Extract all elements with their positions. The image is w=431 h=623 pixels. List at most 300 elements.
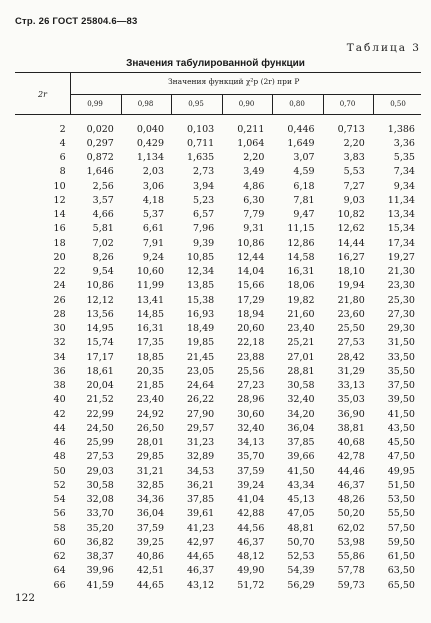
table-cell: 18,49 (187, 323, 215, 335)
table-cell: 32,40 (237, 422, 265, 434)
column-separator (171, 94, 172, 114)
table-row (15, 578, 421, 592)
table-cell: 5,81 (92, 223, 114, 235)
table-cell: 0,446 (287, 123, 315, 135)
table-cell: 0,297 (86, 137, 114, 149)
table-cell: 23,40 (287, 323, 315, 335)
table-cell: 2,73 (193, 166, 215, 178)
column-header: 0,98 (137, 100, 154, 108)
table-cell: 36,04 (287, 422, 315, 434)
table-label: Таблица 3 (346, 42, 421, 54)
column-header: 0,50 (390, 100, 406, 108)
table-cell: 46,37 (237, 536, 265, 548)
table-cell: 48,12 (237, 551, 265, 563)
table-cell: 35,03 (337, 394, 365, 406)
table-cell: 21,52 (86, 394, 114, 406)
table-cell: 63,50 (387, 565, 415, 577)
row-stub: 20 (53, 251, 66, 263)
table-cell: 41,50 (287, 465, 315, 477)
table-cell: 29,30 (387, 323, 415, 335)
column-header: 0,95 (188, 100, 204, 108)
table-cell: 7,02 (92, 237, 114, 249)
table-cell: 2,20 (343, 137, 365, 149)
table-cell: 47,50 (387, 451, 415, 463)
table-cell: 7,34 (393, 166, 415, 178)
table-cell: 12,34 (187, 266, 215, 278)
row-stub: 60 (53, 536, 66, 548)
table-cell: 20,60 (237, 323, 265, 335)
table-cell: 32,40 (287, 394, 315, 406)
table-cell: 9,54 (92, 266, 114, 278)
table-cell: 14,58 (287, 251, 315, 263)
table-cell: 59,73 (337, 579, 365, 591)
table-cell: 39,61 (187, 508, 215, 520)
table-cell: 12,12 (86, 294, 114, 306)
table-cell: 7,81 (293, 194, 315, 206)
table-body (15, 122, 421, 592)
row-stub: 12 (53, 194, 66, 206)
table-cell: 20,04 (86, 380, 114, 392)
table-row (15, 407, 421, 421)
table-cell: 21,30 (387, 266, 415, 278)
table-cell: 10,60 (136, 266, 165, 278)
table-cell: 5,37 (142, 209, 165, 221)
header-bottom-rule (15, 114, 421, 115)
table-cell: 10,82 (337, 209, 365, 221)
row-stub: 40 (53, 394, 66, 406)
row-stub: 44 (53, 422, 66, 434)
table-cell: 49,90 (237, 565, 265, 577)
row-stub: 54 (53, 494, 66, 506)
row-stub: 64 (53, 565, 66, 577)
row-stub: 18 (53, 237, 66, 249)
table-row (15, 393, 421, 407)
table-row (15, 208, 421, 222)
row-stub: 32 (53, 337, 66, 349)
table-cell: 26,22 (187, 394, 215, 406)
row-stub: 14 (53, 209, 66, 221)
table-row (15, 436, 421, 450)
table-cell: 12,86 (287, 237, 315, 249)
table-cell: 30,58 (287, 380, 315, 392)
table-cell: 39,66 (287, 451, 315, 463)
table-cell: 18,06 (287, 280, 315, 292)
table-cell: 1,635 (187, 152, 215, 164)
table-cell: 35,70 (237, 451, 265, 463)
table-cell: 28,01 (136, 437, 165, 449)
table-cell: 37,85 (287, 437, 315, 449)
table-cell: 46,37 (187, 565, 215, 577)
table-row (15, 265, 421, 279)
table-row (15, 279, 421, 293)
table-row (15, 136, 421, 150)
table-cell: 21,85 (136, 380, 165, 392)
table-cell: 27,30 (387, 308, 415, 320)
running-head: Стр. 26 ГОСТ 25804.6—83 (15, 16, 138, 27)
table-cell: 18,10 (337, 266, 365, 278)
table-cell: 5,23 (193, 194, 215, 206)
table-row (15, 507, 421, 521)
table-cell: 6,61 (142, 223, 165, 235)
table-cell: 0,040 (136, 123, 165, 135)
row-stub: 16 (53, 223, 66, 235)
table-cell: 51,50 (387, 479, 415, 491)
table-cell: 62,02 (337, 522, 365, 534)
table-cell: 18,61 (86, 365, 114, 377)
table-cell: 11,99 (136, 280, 165, 292)
table-cell: 14,85 (136, 308, 165, 320)
table-cell: 28,81 (287, 365, 315, 377)
table-cell: 44,65 (187, 551, 215, 563)
table-cell: 34,13 (237, 437, 265, 449)
table-cell: 16,31 (136, 323, 165, 335)
table-cell: 1,064 (237, 137, 265, 149)
column-separator (272, 94, 273, 114)
table-cell: 42,51 (136, 565, 165, 577)
table-cell: 1,649 (287, 137, 315, 149)
table-cell: 31,29 (337, 365, 365, 377)
table-cell: 2,20 (243, 152, 265, 164)
table-cell: 23,05 (187, 365, 215, 377)
table-cell: 5,53 (343, 166, 365, 178)
table-row (15, 250, 421, 264)
table-row (15, 307, 421, 321)
row-stub: 50 (53, 465, 66, 477)
table-cell: 36,04 (136, 508, 165, 520)
table-row (15, 464, 421, 478)
table-cell: 21,80 (337, 294, 365, 306)
table-cell: 13,85 (187, 280, 215, 292)
table-row (15, 450, 421, 464)
table-cell: 0,429 (136, 137, 165, 149)
table-cell: 41,04 (237, 494, 265, 506)
table-cell: 29,03 (86, 465, 114, 477)
table-cell: 44,56 (237, 522, 265, 534)
table-cell: 19,82 (287, 294, 315, 306)
table-cell: 16,93 (187, 308, 215, 320)
table-row (15, 421, 421, 435)
table-cell: 1,386 (387, 123, 415, 135)
table-cell: 38,37 (86, 551, 114, 563)
table-cell: 40,86 (136, 551, 165, 563)
table-cell: 56,29 (287, 579, 315, 591)
table-cell: 19,85 (187, 337, 215, 349)
column-header: 0,99 (87, 100, 103, 108)
header-middle-rule (70, 94, 421, 95)
table-cell: 39,96 (86, 565, 114, 577)
table-cell: 33,50 (387, 351, 415, 363)
table-cell: 31,50 (387, 337, 415, 349)
table-cell: 26,50 (136, 422, 165, 434)
table-cell: 18,85 (136, 351, 165, 363)
table-cell: 6,18 (293, 180, 315, 192)
table-cell: 11,15 (287, 223, 315, 235)
row-stub: 48 (53, 451, 66, 463)
table-cell: 29,85 (136, 451, 165, 463)
column-header: 0,90 (238, 100, 255, 108)
table-cell: 57,78 (337, 565, 365, 577)
table-cell: 35,20 (86, 522, 114, 534)
table-cell: 39,25 (136, 536, 165, 548)
table-row (15, 165, 421, 179)
table-title: Значения табулированной функции (126, 58, 305, 69)
table-cell: 49,95 (387, 465, 415, 477)
table-row (15, 535, 421, 549)
table-cell: 55,86 (337, 551, 365, 563)
table-cell: 27,53 (86, 451, 114, 463)
table-cell: 24,92 (136, 408, 165, 420)
table-cell: 41,59 (86, 579, 114, 591)
table-cell: 19,27 (387, 251, 415, 263)
table-cell: 40,68 (337, 437, 365, 449)
table-cell: 44,65 (136, 579, 165, 591)
table-cell: 34,53 (187, 465, 215, 477)
table-cell: 34,20 (287, 408, 315, 420)
table-cell: 41,50 (387, 408, 415, 420)
table-row (15, 550, 421, 564)
table-cell: 48,81 (287, 522, 315, 534)
table-cell: 65,50 (387, 579, 415, 591)
table-cell: 27,90 (187, 408, 215, 420)
table-cell: 23,60 (337, 308, 365, 320)
column-separator (323, 94, 324, 114)
table-cell: 42,78 (337, 451, 365, 463)
table-cell: 32,85 (136, 479, 165, 491)
table-cell: 3,07 (293, 152, 315, 164)
table-cell: 55,50 (387, 508, 415, 520)
table-cell: 37,50 (387, 380, 415, 392)
table-cell: 16,27 (337, 251, 365, 263)
table-cell: 16,31 (287, 266, 315, 278)
table-cell: 15,38 (187, 294, 215, 306)
table-cell: 0,711 (187, 137, 215, 149)
row-stub: 46 (53, 437, 66, 449)
table-cell: 3,57 (92, 194, 114, 206)
table-cell: 17,34 (387, 237, 415, 249)
table-cell: 43,34 (287, 479, 315, 491)
row-stub: 38 (53, 380, 66, 392)
table-row (15, 336, 421, 350)
table-cell: 29,57 (187, 422, 215, 434)
table-cell: 39,50 (387, 394, 415, 406)
row-stub: 52 (53, 479, 66, 491)
row-stub: 24 (53, 280, 66, 292)
row-stub: 2 (59, 123, 66, 135)
table-cell: 61,50 (387, 551, 415, 563)
stub-label: 2r (38, 90, 47, 99)
table-cell: 20,35 (136, 365, 165, 377)
row-stub: 22 (53, 266, 66, 278)
table-row (15, 122, 421, 136)
table-cell: 15,74 (86, 337, 114, 349)
table-cell: 4,18 (142, 194, 165, 206)
table-cell: 7,27 (343, 180, 365, 192)
table-cell: 22,18 (237, 337, 265, 349)
table-cell: 9,03 (343, 194, 365, 206)
table-cell: 30,60 (237, 408, 265, 420)
table-cell: 28,42 (337, 351, 365, 363)
table-cell: 3,83 (343, 152, 365, 164)
table-cell: 3,49 (243, 166, 265, 178)
table-cell: 27,23 (237, 380, 265, 392)
table-cell: 1,134 (136, 152, 165, 164)
table-cell: 45,50 (387, 437, 415, 449)
row-stub: 66 (53, 579, 66, 591)
table-cell: 47,05 (287, 508, 315, 520)
table-cell: 54,39 (287, 565, 315, 577)
table-cell: 23,40 (136, 394, 165, 406)
row-stub: 42 (53, 408, 66, 420)
column-separator (373, 94, 374, 114)
table-cell: 13,56 (86, 308, 114, 320)
table-cell: 32,89 (187, 451, 215, 463)
row-stub: 58 (53, 522, 66, 534)
table-cell: 33,13 (337, 380, 365, 392)
table-cell: 37,85 (187, 494, 215, 506)
table-cell: 7,91 (142, 237, 165, 249)
table-cell: 14,04 (237, 266, 265, 278)
table-row (15, 193, 421, 207)
row-stub: 56 (53, 508, 66, 520)
column-header: 0,80 (289, 100, 305, 108)
table-cell: 53,98 (337, 536, 365, 548)
table-cell: 42,97 (187, 536, 215, 548)
table-cell: 12,62 (337, 223, 365, 235)
table-cell: 23,88 (237, 351, 265, 363)
table-cell: 9,39 (193, 237, 215, 249)
table-cell: 7,79 (243, 209, 265, 221)
table-row (15, 222, 421, 236)
table-cell: 28,96 (237, 394, 265, 406)
table-cell: 52,53 (287, 551, 315, 563)
table-cell: 24,50 (86, 422, 114, 434)
table-cell: 2,56 (92, 180, 114, 192)
table-cell: 7,96 (193, 223, 215, 235)
table-cell: 53,50 (387, 494, 415, 506)
table-cell: 2,03 (142, 166, 165, 178)
table-cell: 36,21 (187, 479, 215, 491)
table-cell: 34,36 (136, 494, 165, 506)
column-separator (222, 94, 223, 114)
table-cell: 9,47 (293, 209, 315, 221)
table-cell: 19,94 (337, 280, 365, 292)
table-cell: 18,94 (237, 308, 265, 320)
table-cell: 15,66 (237, 280, 265, 292)
table-cell: 25,30 (387, 294, 415, 306)
column-group-header: Значения функций χ²p (2r) при P (168, 77, 300, 86)
table-cell: 0,103 (187, 123, 215, 135)
table-cell: 0,211 (237, 123, 265, 135)
table-row (15, 179, 421, 193)
table-cell: 17,29 (237, 294, 265, 306)
table-cell: 43,50 (387, 422, 415, 434)
table-cell: 6,57 (193, 209, 215, 221)
row-stub: 62 (53, 551, 66, 563)
table-cell: 24,64 (187, 380, 215, 392)
table-cell: 3,36 (393, 137, 415, 149)
table-cell: 6,30 (243, 194, 265, 206)
table-row (15, 521, 421, 535)
table-cell: 17,35 (136, 337, 165, 349)
table-row (15, 322, 421, 336)
row-stub: 4 (59, 137, 66, 149)
table-row (15, 478, 421, 492)
table-row (15, 151, 421, 165)
table-cell: 4,86 (243, 180, 265, 192)
header-top-rule (15, 72, 421, 73)
table-cell: 14,44 (337, 237, 365, 249)
table-cell: 25,56 (237, 365, 265, 377)
table-cell: 46,37 (337, 479, 365, 491)
table-cell: 37,59 (237, 465, 265, 477)
table-row (15, 564, 421, 578)
row-stub: 36 (53, 365, 66, 377)
row-stub: 30 (53, 323, 66, 335)
table-row (15, 236, 421, 250)
table-cell: 25,21 (287, 337, 315, 349)
table-cell: 39,24 (237, 479, 265, 491)
row-stub: 28 (53, 308, 66, 320)
column-separator (121, 94, 122, 114)
table-cell: 1,646 (86, 166, 114, 178)
table-cell: 57,50 (387, 522, 415, 534)
table-cell: 3,94 (193, 180, 215, 192)
table-cell: 31,23 (187, 437, 215, 449)
table-row (15, 493, 421, 507)
table-cell: 48,26 (337, 494, 365, 506)
table-cell: 21,45 (187, 351, 215, 363)
table-cell: 36,90 (337, 408, 365, 420)
table-cell: 27,53 (337, 337, 365, 349)
table-cell: 30,58 (86, 479, 114, 491)
table-cell: 21,60 (287, 308, 315, 320)
table-cell: 25,99 (86, 437, 114, 449)
table-cell: 14,95 (86, 323, 114, 335)
column-header: 0,70 (339, 100, 356, 108)
table-cell: 45,13 (287, 494, 315, 506)
table-cell: 4,66 (92, 209, 114, 221)
page-number: 122 (15, 592, 36, 604)
table-cell: 0,020 (86, 123, 114, 135)
table-cell: 50,70 (287, 536, 315, 548)
table-cell: 9,24 (142, 251, 165, 263)
table-cell: 3,06 (142, 180, 165, 192)
table-cell: 4,59 (293, 166, 315, 178)
table-cell: 31,21 (136, 465, 165, 477)
row-stub: 34 (53, 351, 66, 363)
table-cell: 17,17 (86, 351, 114, 363)
table-cell: 51,72 (237, 579, 265, 591)
table-cell: 8,26 (92, 251, 114, 263)
table-cell: 9,34 (393, 180, 415, 192)
row-stub: 8 (59, 166, 66, 178)
table-cell: 44,46 (337, 465, 365, 477)
table-cell: 13,41 (136, 294, 165, 306)
table-cell: 27,01 (287, 351, 315, 363)
table-cell: 15,34 (387, 223, 415, 235)
table-cell: 41,23 (187, 522, 215, 534)
table-cell: 5,35 (393, 152, 415, 164)
table-cell: 37,59 (136, 522, 165, 534)
table-cell: 43,12 (187, 579, 215, 591)
table-cell: 10,85 (187, 251, 215, 263)
table-cell: 0,872 (86, 152, 114, 164)
table-cell: 59,50 (387, 536, 415, 548)
row-stub: 6 (59, 152, 66, 164)
table-cell: 50,20 (337, 508, 365, 520)
table-cell: 10,86 (237, 237, 265, 249)
table-cell: 0,713 (337, 123, 365, 135)
